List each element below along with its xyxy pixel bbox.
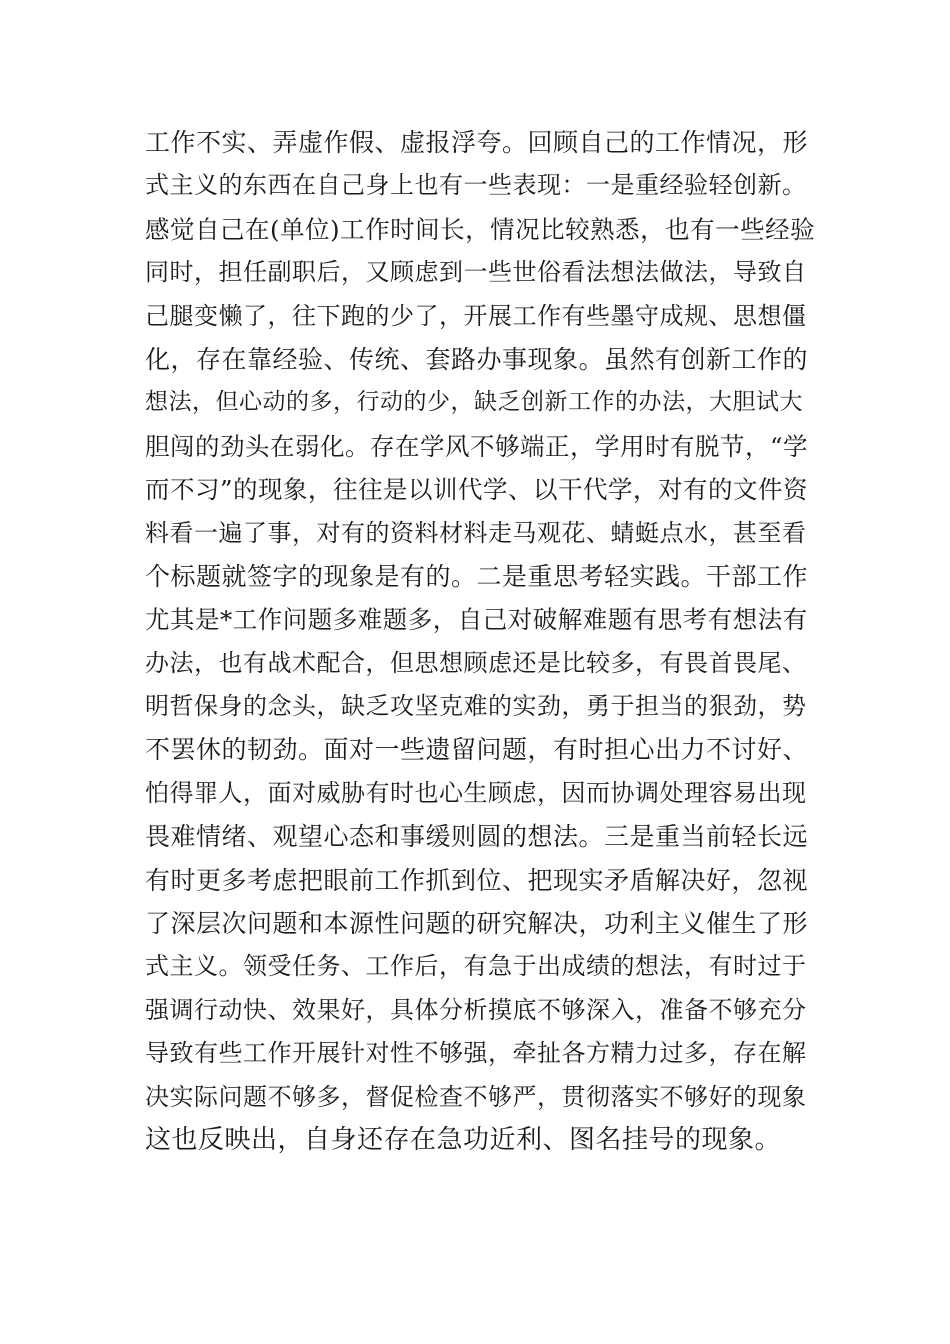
text-line: 这也反映出，自身还存在急功近利、图名挂号的现象。 [145, 1124, 782, 1155]
text-line: 强调行动快、效果好，具体分析摸底不够深入，准备不够充分 [145, 995, 807, 1024]
text-line: 决实际问题不够多，督促检查不够严，贯彻落实不够好的现象 [145, 1082, 807, 1111]
text-line: 式主义的东西在自己身上也有一些表现：一是重经验轻创新。 [145, 171, 807, 200]
text-line: 料看一遍了事，对有的资料材料走马观花、蜻蜓点水，甚至看 [145, 518, 807, 547]
body-paragraph [145, 121, 815, 1162]
text-line: 有时更多考虑把眼前工作抓到位、把现实矛盾解决好，忽视 [145, 865, 809, 895]
text-line: 不罢休的韧劲。面对一些遗留问题，有时担心出力不讨好、 [145, 735, 809, 765]
text-line: 尤其是*工作问题多难题多，自己对破解难题有思考有想法有 [145, 605, 808, 635]
text-line: 式主义。领受任务、工作后，有急于出成绩的想法，有时过于 [145, 952, 807, 981]
text-line: 化，存在靠经验、传统、套路办事现象。虽然有创新工作的 [145, 344, 809, 374]
text-line: 胆闯的劲头在弱化。存在学风不够端正，学用时有脱节，“学 [145, 431, 809, 461]
text-line: 而不习”的现象，往往是以训代学、以干代学，对有的文件资 [145, 475, 809, 505]
text-line: 感觉自己在(单位)工作时间长，情况比较熟悉，也有一些经验 [145, 214, 816, 244]
text-line: 工作不实、弄虚作假、虚报浮夸。回顾自己的工作情况，形 [145, 128, 809, 157]
text-line: 办法，也有战术配合，但思想顾虑还是比较多，有畏首畏尾、 [145, 648, 807, 677]
text-line: 了深层次问题和本源性问题的研究解决，功利主义催生了形 [145, 909, 809, 939]
text-line: 导致有些工作开展针对性不够强，牵扯各方精力过多，存在解 [145, 1039, 807, 1068]
text-line: 同时，担任副职后，又顾虑到一些世俗看法想法做法，导致自 [145, 258, 807, 287]
text-line: 畏难情绪、观望心态和事缓则圆的想法。三是重当前轻长远 [145, 822, 809, 852]
text-line: 想法，但心动的多，行动的少，缺乏创新工作的办法，大胆试大 [145, 389, 803, 416]
text-line: 己腿变懒了，往下跑的少了，开展工作有些墨守成规、思想僵 [145, 301, 807, 330]
text-line: 怕得罪人，面对威胁有时也心生顾虑，因而协调处理容易出现 [145, 778, 807, 807]
text-line: 个标题就签字的现象是有的。二是重思考轻实践。干部工作 [145, 561, 809, 591]
text-line: 明哲保身的念头，缺乏攻坚克难的实劲，勇于担当的狠劲，势 [145, 692, 807, 721]
